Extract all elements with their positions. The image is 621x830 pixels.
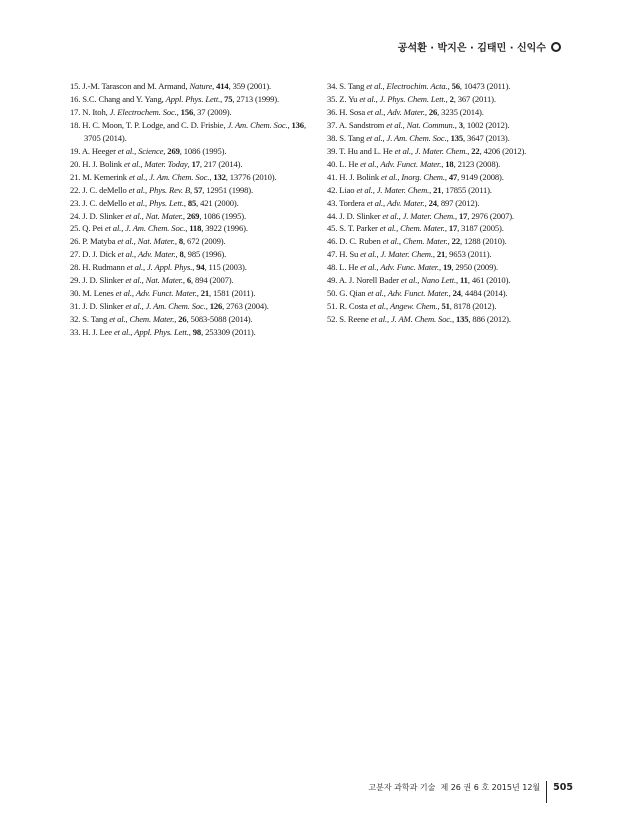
reference-pages-year: , 3705 (2014). [84,119,306,143]
reference-item: 42. Liao et al., J. Mater. Chem., 21, 17855 (2011). [327,184,492,195]
reference-volume: 75 [224,93,233,104]
reference-authors: H. Su [339,249,359,260]
reference-authors: J. D. Slinker [82,275,124,286]
reference-journal: Inorg. Chem. [401,171,445,182]
reference-item: 15. J.-M. Tarascon and M. Armand, Nature, 414, 359 (2001). [70,81,272,91]
reference-etal: et al. [360,158,377,169]
reference-pages-year: , 4484 (2014). [460,288,508,299]
reference-item: 17. N. Itoh, J. Electrochem. Soc., 156, 37 (2009). [70,106,232,117]
reference-volume: 126 [209,301,223,312]
reference-item: 26. P. Matyba et al., Nat. Mater., 8, 672 (2009). [70,236,226,247]
reference-etal: et al. [128,197,145,208]
reference-volume: 26 [178,314,187,325]
reference-etal: et al. [126,262,144,273]
reference-volume: 17 [459,210,468,221]
reference-item: 50. G. Qian et al., Adv. Funct. Mater., 24, 4484 (2014). [327,288,508,299]
reference-item: 20. H. J. Bolink et al., Mater. Today, 17, 217 (2014). [70,158,243,169]
reference-etal: et al. [128,171,146,182]
reference-authors: P. Matyba [82,236,116,247]
reference-pages-year: , 2763 (2004). [222,301,269,312]
reference-authors: Q. Pei [82,223,103,234]
reference-authors: J. D. Slinker [339,210,381,221]
reference-etal: et al. [367,106,384,117]
reference-journal: Appl. Phys. Lett. [134,327,189,338]
reference-number: 32. [70,314,81,325]
reference-volume: 21 [200,288,210,299]
reference-pages-year: , 17855 (2011). [441,184,492,195]
reference-number: 38. [327,132,338,143]
reference-number: 52. [327,314,338,325]
reference-item: 40. L. He et al., Adv. Funct. Mater., 18, 2123 (2008). [327,158,501,169]
reference-pages-year: , 3922 (1996). [201,223,248,234]
reference-number: 25. [70,223,81,234]
reference-journal: Angew. Chem. [390,301,438,312]
reference-volume: 414 [216,81,229,91]
page-footer [368,776,573,798]
reference-authors: A. Sandstrom [338,119,385,130]
reference-volume: 98 [192,327,202,338]
reference-number: 34. [327,81,338,91]
reference-journal: Adv. Funct. Mater. [380,158,442,169]
reference-etal: et al. [367,288,384,299]
reference-authors: H. J. Lee [82,327,112,338]
reference-journal: Adv. Mater. [387,106,425,117]
reference-list-left [70,80,310,339]
reference-authors: S. Tang [82,314,108,325]
reference-number: 18. [70,119,81,130]
reference-pages-year: , 37 (2009). [193,106,232,117]
reference-volume: 18 [445,158,454,169]
reference-number: 33. [70,327,81,338]
reference-journal: Phys. Rev. B [148,184,190,195]
reference-pages-year: , 10473 (2011). [459,81,511,91]
reference-authors: N. Itoh, [82,106,108,117]
reference-etal: et al. [125,301,142,312]
reference-authors: M. Lenes [82,288,114,299]
reference-authors: S.C. Chang and Y. Yang, [82,93,164,104]
reference-etal: et al. [386,119,403,130]
reference-item: 47. H. Su et al., J. Mater. Chem., 21, 9653 (2011). [327,249,492,260]
reference-item: 24. J. D. Slinker et al., Nat. Mater., 269, 1086 (1995). [70,210,246,221]
reference-journal: J. Appl. Phys. [147,262,193,273]
reference-etal: et al. [104,223,122,234]
reference-volume: 118 [189,223,202,234]
reference-journal: Mater. Today [144,158,188,169]
reference-item: 25. Q. Pei et al., J. Am. Chem. Soc., 118, 3922 (1996). [70,223,248,234]
reference-authors: J. D. Slinker [82,210,124,221]
reference-journal: Nat. Mater. [145,210,183,221]
reference-authors: D. C. Ruben [339,236,381,247]
reference-authors: J. C. deMello [82,184,127,195]
reference-item: 28. H. Rudmann et al., J. Appl. Phys., 94, 115 (2003). [70,262,247,273]
reference-volume: 135 [450,132,464,143]
reference-item: 33. H. J. Lee et al., Appl. Phys. Lett., 98, 253309 (2011). [70,327,256,338]
footer-issue: 제 26 권 6 호 2015년 12월 [440,782,541,792]
reference-pages-year: , 461 (2010). [467,275,511,286]
reference-number: 51. [327,301,338,312]
reference-journal: J. Mater. Chem. [376,184,430,195]
reference-volume: 22 [471,145,480,156]
reference-number: 16. [70,93,81,104]
reference-volume: 8 [178,236,184,247]
reference-authors: S. Tang [339,81,365,91]
reference-number: 29. [70,275,81,286]
reference-authors: S. Reene [339,314,369,325]
reference-volume: 26 [428,106,438,117]
reference-list-right [327,80,567,326]
reference-authors: S. T. Parker [339,223,378,234]
reference-volume: 269 [167,145,180,156]
reference-authors: Z. Yu [339,93,358,104]
reference-item: 48. L. He et al., Adv. Func. Mater., 19, 2950 (2009). [327,262,498,273]
reference-item: 27. D. J. Dick et al., Adv. Mater., 8, 985 (1996). [70,249,227,260]
reference-authors: L. He [339,262,359,273]
reference-volume: 47 [448,171,458,182]
reference-authors: H. C. Moon, T. P. Lodge, and C. D. Frisbie, [82,119,226,130]
reference-number: 30. [70,288,81,299]
reference-number: 15. [70,81,81,91]
reference-journal: J. Electrochem. Soc. [109,106,177,117]
reference-volume: 85 [187,197,197,208]
reference-volume: 17 [448,223,458,234]
reference-pages-year: , 2950 (2009). [451,262,498,273]
reference-etal: et al. [370,314,387,325]
reference-item: 39. T. Hu and L. He et al., J. Mater. Chem., 22, 4206 (2012). [327,145,527,156]
reference-item: 31. J. D. Slinker et al., J. Am. Chem. Soc., 126, 2763 (2004). [70,301,269,312]
reference-etal: et al. [124,158,141,169]
reference-pages-year: , 115 (2003). [204,262,247,273]
reference-authors: Tordera [339,197,365,208]
reference-volume: 11 [460,275,468,286]
reference-number: 39. [327,145,338,156]
reference-journal: J. Phys. Chem. Lett. [379,93,446,104]
reference-etal: et al. [379,223,397,234]
reference-number: 28. [70,262,81,273]
reference-journal: J. Am. Chem. Soc. [149,171,210,182]
reference-number: 48. [327,262,338,273]
reference-pages-year: , 217 (2014). [199,158,243,169]
reference-item: 37. A. Sandstrom et al., Nat. Commun., 3, 1002 (2012). [327,119,510,130]
reference-authors: H. Rudmann [82,262,125,273]
reference-authors: A. J. Norell Bader [338,275,399,286]
reference-etal: et al. [360,262,377,273]
reference-journal: Nat. Mater. [137,236,175,247]
reference-etal: et al. [115,288,132,299]
reference-item: 43. Tordera et al., Adv. Mater., 24, 897 (2012). [327,197,480,208]
reference-etal: et al. [117,236,134,247]
reference-number: 46. [327,236,338,247]
reference-authors: T. Hu and L. He [339,145,393,156]
reference-volume: 135 [455,314,469,325]
reference-item: 52. S. Reene et al., J. AM. Chem. Soc., 135, 886 (2012). [327,314,511,325]
reference-item: 36. H. Sosa et al., Adv. Mater., 26, 3235 (2014). [327,106,484,117]
reference-etal: et al. [359,93,376,104]
reference-volume: 94 [196,262,205,273]
reference-journal: Adv. Funct. Mater. [135,288,197,299]
reference-pages-year: , 3187 (2005). [457,223,504,234]
reference-pages-year: , 367 (2011). [453,93,496,104]
reference-number: 24. [70,210,81,221]
reference-number: 27. [70,249,81,260]
reference-journal: Adv. Funct. Mater. [387,288,449,299]
reference-volume: 21 [436,249,446,260]
header-authors: 공석환 · 박지은 · 김태민 · 신익수 [397,43,546,54]
reference-number: 36. [327,106,338,117]
reference-item: 21. M. Kemerink et al., J. Am. Chem. Soc., 132, 13776 (2010). [70,171,277,182]
reference-pages-year: , 359 (2001). [228,81,272,91]
reference-journal: Chem. Mater. [129,314,175,325]
reference-journal: Nano Lett. [421,275,456,286]
reference-journal: Science [138,145,164,156]
reference-number: 44. [327,210,338,221]
reference-journal: J. Am. Chem. Soc. [125,223,186,234]
reference-pages-year: , 253309 (2011). [201,327,256,338]
reference-volume: 6 [186,275,192,286]
reference-volume: 3 [458,119,463,130]
reference-item: 16. S.C. Chang and Y. Yang, Appl. Phys. Lett., 75, 2713 (1999). [70,93,279,104]
reference-journal: J. Am. Chem. Soc. [227,119,288,130]
reference-journal: Adv. Func. Mater. [380,262,440,273]
reference-item: 32. S. Tang et al., Chem. Mater., 26, 5083-5088 (2014). [70,314,253,325]
reference-pages-year: , 1288 (2010). [459,236,507,247]
reference-volume: 156 [180,106,194,117]
reference-etal: et al. [360,249,377,260]
reference-item: 46. D. C. Ruben et al., Chem. Mater., 22, 1288 (2010). [327,236,507,247]
reference-authors: Liao [339,184,355,195]
reference-item: 45. S. T. Parker et al., Chem. Mater., 17, 3187 (2005). [327,223,504,234]
reference-pages-year: , 4206 (2012). [479,145,527,156]
reference-number: 23. [70,197,81,208]
reference-pages-year: , 985 (1996). [183,249,227,260]
reference-volume: 22 [451,236,460,247]
reference-authors: D. J. Dick [82,249,116,260]
reference-number: 43. [327,197,338,208]
reference-volume: 269 [186,210,200,221]
reference-number: 47. [327,249,338,260]
reference-item: 49. A. J. Norell Bader et al., Nano Lett., 11, 461 (2010). [327,275,511,286]
reference-pages-year: , 12951 (1998). [202,184,253,195]
reference-journal: J. Am. Chem. Soc. [386,132,447,143]
reference-item: 19. A. Heeger et al., Science, 269, 1086 (1995). [70,145,227,156]
reference-item: 34. S. Tang et al., Electrochim. Acta., 56, 10473 (2011). [327,81,511,91]
reference-etal: et al. [125,275,142,286]
reference-authors: R. Costa [339,301,368,312]
reference-authors: J.-M. Tarascon and M. Armand, [82,81,188,91]
reference-etal: et al. [369,301,386,312]
reference-number: 45. [327,223,338,234]
reference-item: 35. Z. Yu et al., J. Phys. Chem. Lett., 2, 367 (2011). [327,93,496,104]
reference-authors: L. He [339,158,359,169]
reference-pages-year: , 1086 (1995). [179,145,227,156]
reference-number: 17. [70,106,81,117]
reference-number: 19. [70,145,81,156]
reference-etal: et al. [125,210,142,221]
reference-etal: et al. [128,184,145,195]
reference-number: 50. [327,288,338,299]
reference-pages-year: , 3235 (2014). [437,106,484,117]
reference-number: 22. [70,184,81,195]
reference-volume: 17 [191,158,200,169]
reference-journal: J. Mater. Chem. [414,145,468,156]
reference-etal: et al. [366,132,383,143]
reference-item: 41. H. J. Bolink et al., Inorg. Chem., 47, 9149 (2008). [327,171,504,182]
reference-pages-year: , 421 (2000). [196,197,239,208]
reference-pages-year: , 2976 (2007). [467,210,514,221]
reference-journal: J. Mater. Chem. [380,249,433,260]
reference-pages-year: , 8178 (2012). [449,301,497,312]
reference-etal: et al. [366,81,383,91]
reference-pages-year: , 5083-5088 (2014). [186,314,253,325]
footer-divider [546,781,547,803]
reference-journal: Electrochim. Acta. [386,81,448,91]
reference-volume: 132 [213,171,226,182]
reference-authors: M. Kemerink [82,171,127,182]
reference-journal: Adv. Mater. [137,249,176,260]
reference-journal: Chem. Mater. [402,236,448,247]
reference-item: 51. R. Costa et al., Angew. Chem., 51, 8178 (2012). [327,301,497,312]
reference-etal: et al. [382,236,399,247]
reference-pages-year: , 2123 (2008). [453,158,501,169]
reference-item: 22. J. C. deMello et al., Phys. Rev. B, 57, 12951 (1998). [70,184,253,195]
reference-pages-year: , 1086 (1995). [199,210,246,221]
reference-journal: J. Am. Chem. Soc. [145,301,206,312]
circle-bullet-icon [551,42,561,52]
reference-journal: Nature [189,81,213,91]
reference-number: 20. [70,158,81,169]
reference-authors: J. C. deMello [82,197,127,208]
reference-authors: J. D. Slinker [82,301,124,312]
reference-etal: et al. [109,314,126,325]
reference-authors: G. Qian [339,288,366,299]
reference-journal: Phys. Lett. [148,197,184,208]
reference-journal: J. Mater. Chem. [402,210,456,221]
reference-volume: 136 [291,119,304,130]
reference-volume: 19 [443,262,452,273]
reference-number: 40. [327,158,338,169]
reference-journal: Nat. Mater. [145,275,183,286]
reference-etal: et al. [400,275,418,286]
reference-item: 29. J. D. Slinker et al., Nat. Mater., 6, 894 (2007). [70,275,234,286]
reference-number: 37. [327,119,338,130]
reference-number: 26. [70,236,81,247]
page-header [398,39,561,54]
reference-etal: et al. [366,197,383,208]
reference-item: 23. J. C. deMello et al., Phys. Lett., 85, 421 (2000). [70,197,239,208]
reference-journal: Appl. Phys. Lett. [165,93,221,104]
reference-authors: A. Heeger [81,145,116,156]
reference-number: 31. [70,301,81,312]
reference-authors: H. Sosa [339,106,365,117]
reference-number: 49. [327,275,338,286]
reference-item: 18. H. C. Moon, T. P. Lodge, and C. D. Frisbie, J. Am. Chem. Soc., 136, 3705 (2014). [70,119,306,143]
page-number: 505 [553,781,573,793]
reference-number: 42. [327,184,338,195]
reference-pages-year: , 1581 (2011). [209,288,256,299]
reference-etal: et al. [394,145,411,156]
reference-volume: 56 [451,81,460,91]
reference-authors: S. Tang [339,132,365,143]
reference-volume: 24 [428,197,437,208]
reference-item: 30. M. Lenes et al., Adv. Funct. Mater., 21, 1581 (2011). [70,288,256,299]
footer-journal: 고분자 과학과 기술 [368,782,436,792]
reference-authors: H. J. Bolink [339,171,380,182]
reference-pages-year: , 9149 (2008). [457,171,504,182]
reference-journal: Chem. Mater. [400,223,445,234]
reference-pages-year: , 894 (2007). [191,275,234,286]
reference-authors: H. J. Bolink [82,158,123,169]
reference-volume: 24 [452,288,461,299]
reference-pages-year: , 2713 (1999). [232,93,279,104]
reference-number: 21. [70,171,81,182]
reference-item: 44. J. D. Slinker et al., J. Mater. Chem., 17, 2976 (2007). [327,210,514,221]
reference-pages-year: , 3647 (2013). [463,132,510,143]
reference-pages-year: , 886 (2012). [468,314,511,325]
reference-item: 38. S. Tang et al., J. Am. Chem. Soc., 135, 3647 (2013). [327,132,510,143]
reference-etal: et al. [381,171,398,182]
reference-volume: 57 [193,184,203,195]
reference-volume: 51 [441,301,450,312]
reference-number: 35. [327,93,338,104]
reference-journal: Adv. Mater. [386,197,425,208]
reference-etal: et al. [117,249,134,260]
reference-volume: 21 [433,184,442,195]
reference-etal: et al. [382,210,399,221]
reference-etal: et al. [117,145,135,156]
reference-pages-year: , 1002 (2012). [462,119,510,130]
reference-pages-year: , 897 (2012). [436,197,480,208]
reference-number: 41. [327,171,338,182]
reference-volume: 2 [449,93,454,104]
reference-etal: et al. [356,184,373,195]
reference-etal: et al. [113,327,131,338]
reference-pages-year: , 13776 (2010). [225,171,277,182]
reference-pages-year: , 9653 (2011). [445,249,492,260]
reference-journal: Nat. Commun. [406,119,455,130]
reference-volume: 8 [179,249,184,260]
reference-pages-year: , 672 (2009). [183,236,226,247]
reference-journal: J. AM. Chem. Soc. [390,314,452,325]
